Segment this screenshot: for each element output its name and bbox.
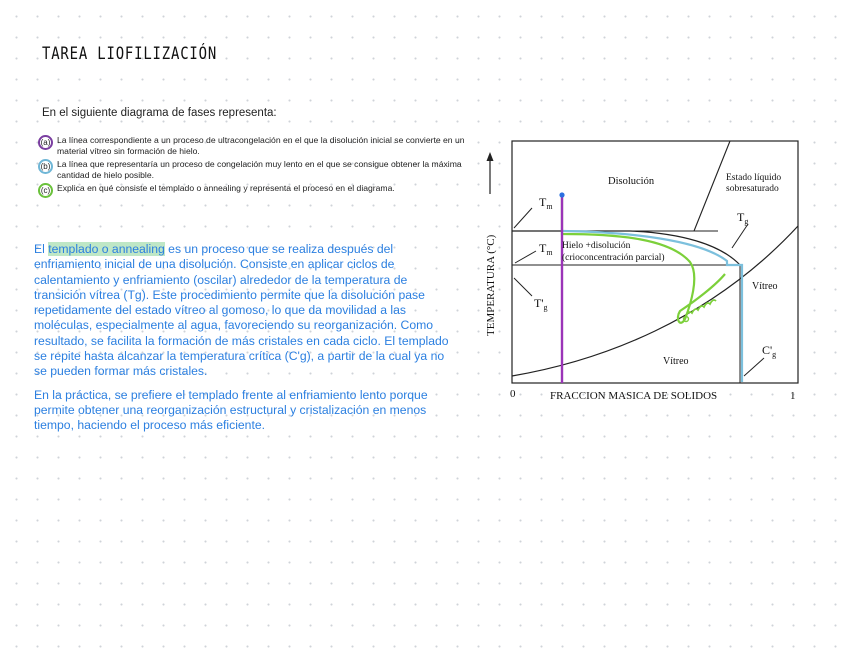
label-liquido-1: Estado líquido [726, 173, 782, 183]
answer-paragraph-2: En la práctica, se prefiere el templado frente al enfriamiento lento porque permite obtener una reorganización estructural y cristalización en menos tiempo, haciendo el proceso más eficiente. [34, 387, 428, 433]
ultra-freezing-start-dot [559, 192, 564, 197]
label-vitreo-bottom: Vítreo [663, 356, 689, 367]
label-tm-mid: $T_m$ [539, 241, 553, 257]
label-liquido-2: sobresaturado [726, 184, 779, 194]
answer-paragraph-1 [34, 242, 458, 380]
label-hielo-2: (crioconcentración parcial) [562, 253, 665, 263]
task-b-text: La línea que representaría un proceso de congelación muy lento en el que se consigue obtener la máxima cantidad de hielo posible. [57, 159, 462, 180]
answer-rest: es un proceso que se realiza después del enfriamiento inicial de una disolución. Consiste en aplicar ciclos de calentamiento y enfriamiento (oscilar) alrededor de la temperatura de transición vítrea (Tg). Este procedimiento permite que la disolución pase repetidamente del estado vítreo al gomoso, lo que da movilidad a las moléculas, especialmente al agua, favoreciendo su reorganización. Como resultado, se facilita la formación de más cristales en cada ciclo. El templado se repite hasta alcanzar la temperatura crítica (C'g), a partir de la cual ya no se pueden formar más cristales. [34, 242, 449, 379]
x-axis-label: FRACCION MASICA DE SOLIDOS [550, 390, 718, 402]
answer-lead: El [34, 242, 49, 256]
phase-diagram-svg [480, 136, 810, 411]
label-tg-prime: $T'_g$ [534, 296, 548, 312]
task-a-badge: (a) [38, 135, 53, 150]
phase-diagram [480, 136, 810, 416]
task-c-text: Explica en qué consiste el templado o annealing y representa el proceso en el diagrama. [57, 183, 395, 193]
task-item-c [38, 183, 468, 198]
label-tg: $T_g$ [737, 210, 749, 226]
highlighted-term: templado o annealing [48, 242, 165, 256]
x-axis-end: 1 [790, 390, 796, 402]
answer-block [34, 242, 458, 442]
x-axis-start: 0 [510, 388, 516, 400]
y-axis-label: TEMPERATURA (°C) [485, 234, 497, 336]
task-item-a [38, 135, 468, 157]
label-hielo-1: Hielo +disolución [562, 241, 631, 251]
y-axis-arrowhead [487, 152, 494, 161]
label-tm-top: $T_m$ [539, 195, 553, 211]
task-item-b [38, 159, 468, 181]
label-cg: $C'_g$ [762, 343, 777, 359]
intro-text: En el siguiente diagrama de fases representa: [42, 107, 277, 119]
task-list [38, 135, 468, 200]
page-title: TAREA LIOFILIZACIÓN [42, 44, 218, 64]
label-vitreo-right: Vítreo [752, 281, 778, 292]
task-b-badge: (b) [38, 159, 53, 174]
task-a-text: La línea correspondiente a un proceso de ultracongelación en el que la disolución inicial se convierte en un material vítreo sin formación de hielo. [57, 135, 465, 156]
label-disolucion: Disolución [608, 176, 655, 187]
task-c-badge: (c) [38, 183, 53, 198]
